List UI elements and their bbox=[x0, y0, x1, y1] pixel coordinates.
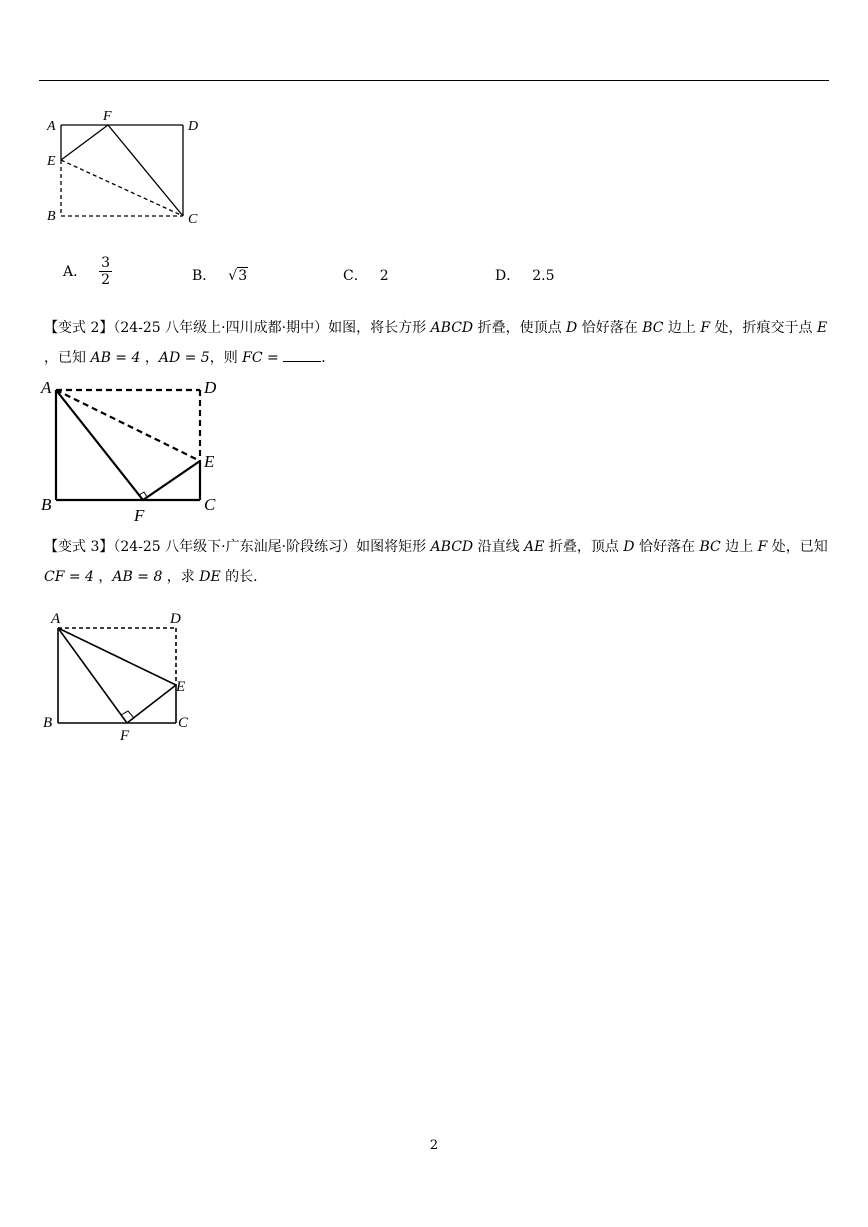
fig1-label-E: E bbox=[47, 154, 56, 169]
variant-3-tag: 【变式 3】 bbox=[44, 539, 114, 555]
q-text: 折叠，顶点 bbox=[544, 539, 624, 555]
q-text: 恰好落在 bbox=[577, 320, 643, 336]
math-symbol: F bbox=[757, 539, 768, 555]
fig1-edge-EC bbox=[61, 160, 183, 216]
fig3-edge-AE bbox=[58, 628, 176, 685]
fig1-label-B: B bbox=[47, 209, 56, 224]
fig3-edge-AF bbox=[58, 628, 127, 723]
q-text: ，则 bbox=[209, 350, 243, 366]
fig3-edge-FE bbox=[127, 685, 176, 723]
math-symbol: F bbox=[700, 320, 711, 336]
fraction-numerator: 3 bbox=[101, 255, 111, 271]
math-symbol: D bbox=[623, 539, 635, 555]
fig2-label-F: F bbox=[134, 506, 145, 525]
q-text: 边上 bbox=[720, 539, 758, 555]
fig2-label-C: C bbox=[204, 495, 216, 514]
fraction-denominator: 2 bbox=[101, 272, 111, 288]
variant-2-source: （24-25 八年级上·四川成都·期中） bbox=[113, 320, 329, 336]
figure-1 bbox=[40, 105, 210, 230]
q-text: ． bbox=[321, 350, 336, 366]
figure-2 bbox=[36, 375, 226, 525]
math-equation: AB = 8 bbox=[112, 569, 163, 585]
option-b-label: B． bbox=[192, 268, 217, 284]
option-a-fraction bbox=[99, 255, 112, 288]
math-equation: FC = bbox=[242, 350, 284, 366]
math-symbol: BC bbox=[699, 539, 721, 555]
fig1-label-F: F bbox=[103, 109, 112, 124]
fig3-label-D: D bbox=[170, 611, 181, 627]
math-symbol: E bbox=[816, 320, 828, 336]
sqrt-radicand: 3 bbox=[238, 268, 248, 284]
option-d bbox=[495, 265, 555, 285]
fig2-edge-AE bbox=[56, 390, 200, 461]
math-symbol: DE bbox=[199, 569, 221, 585]
q-text: ，求 bbox=[162, 569, 200, 585]
option-b-sqrt: √3 bbox=[228, 268, 248, 284]
answer-blank[interactable] bbox=[283, 349, 321, 362]
q-text: ， bbox=[93, 569, 113, 585]
q-text: ，已知 bbox=[44, 350, 91, 366]
fig1-label-D: D bbox=[188, 119, 199, 134]
fig1-label-C: C bbox=[188, 212, 198, 227]
math-equation: AB = 4 bbox=[90, 350, 141, 366]
page-number: 2 bbox=[429, 1138, 439, 1153]
q-text: ， bbox=[140, 350, 159, 366]
figure-3 bbox=[38, 607, 208, 747]
variant-3-source: （24-25 八年级下·广东汕尾·阶段练习） bbox=[113, 539, 357, 555]
q-text: 处，已知 bbox=[767, 539, 828, 555]
fig3-label-C: C bbox=[178, 715, 189, 731]
fig2-label-D: D bbox=[204, 378, 217, 397]
q-text: 折叠，使顶点 bbox=[473, 320, 567, 336]
q-text: 如图将矩形 bbox=[356, 539, 431, 555]
option-d-label: D． bbox=[495, 268, 521, 284]
fig3-label-F: F bbox=[120, 728, 130, 744]
option-a bbox=[63, 255, 112, 288]
option-c-label: C． bbox=[343, 268, 368, 284]
variant-3-question bbox=[44, 532, 844, 592]
fig2-label-B: B bbox=[41, 495, 52, 514]
math-symbol: ABCD bbox=[430, 320, 474, 336]
math-equation: CF = 4 bbox=[44, 569, 94, 585]
fig2-label-A: A bbox=[41, 378, 52, 397]
math-symbol: BC bbox=[642, 320, 664, 336]
option-c bbox=[343, 265, 389, 285]
math-symbol: AE bbox=[524, 539, 545, 555]
q-text: 处，折痕交于点 bbox=[710, 320, 817, 336]
option-b bbox=[192, 265, 248, 285]
variant-2-question bbox=[44, 313, 844, 373]
q-text: 边上 bbox=[663, 320, 701, 336]
q-text: 沿直线 bbox=[473, 539, 525, 555]
option-d-value: 2.5 bbox=[532, 268, 555, 284]
fig3-label-A: A bbox=[51, 611, 61, 627]
header-rule bbox=[39, 80, 829, 81]
fig3-label-E: E bbox=[176, 679, 186, 695]
math-symbol: ABCD bbox=[430, 539, 474, 555]
q-text: 如图，将长方形 bbox=[328, 320, 431, 336]
math-symbol: D bbox=[566, 320, 578, 336]
option-a-label: A． bbox=[63, 263, 88, 280]
q-text: 恰好落在 bbox=[634, 539, 700, 555]
q-text: 的长． bbox=[220, 569, 268, 585]
fig2-label-E: E bbox=[204, 452, 215, 471]
fig2-edge-FE bbox=[143, 461, 200, 500]
fig1-edge-FC bbox=[108, 125, 183, 216]
option-c-value: 2 bbox=[379, 268, 389, 284]
math-equation: AD = 5 bbox=[158, 350, 210, 366]
fig1-label-A: A bbox=[47, 119, 56, 134]
fig1-edge-EF bbox=[61, 125, 108, 160]
fig3-label-B: B bbox=[43, 715, 53, 731]
variant-2-tag: 【变式 2】 bbox=[44, 320, 114, 336]
fig2-edge-AF bbox=[56, 390, 143, 500]
